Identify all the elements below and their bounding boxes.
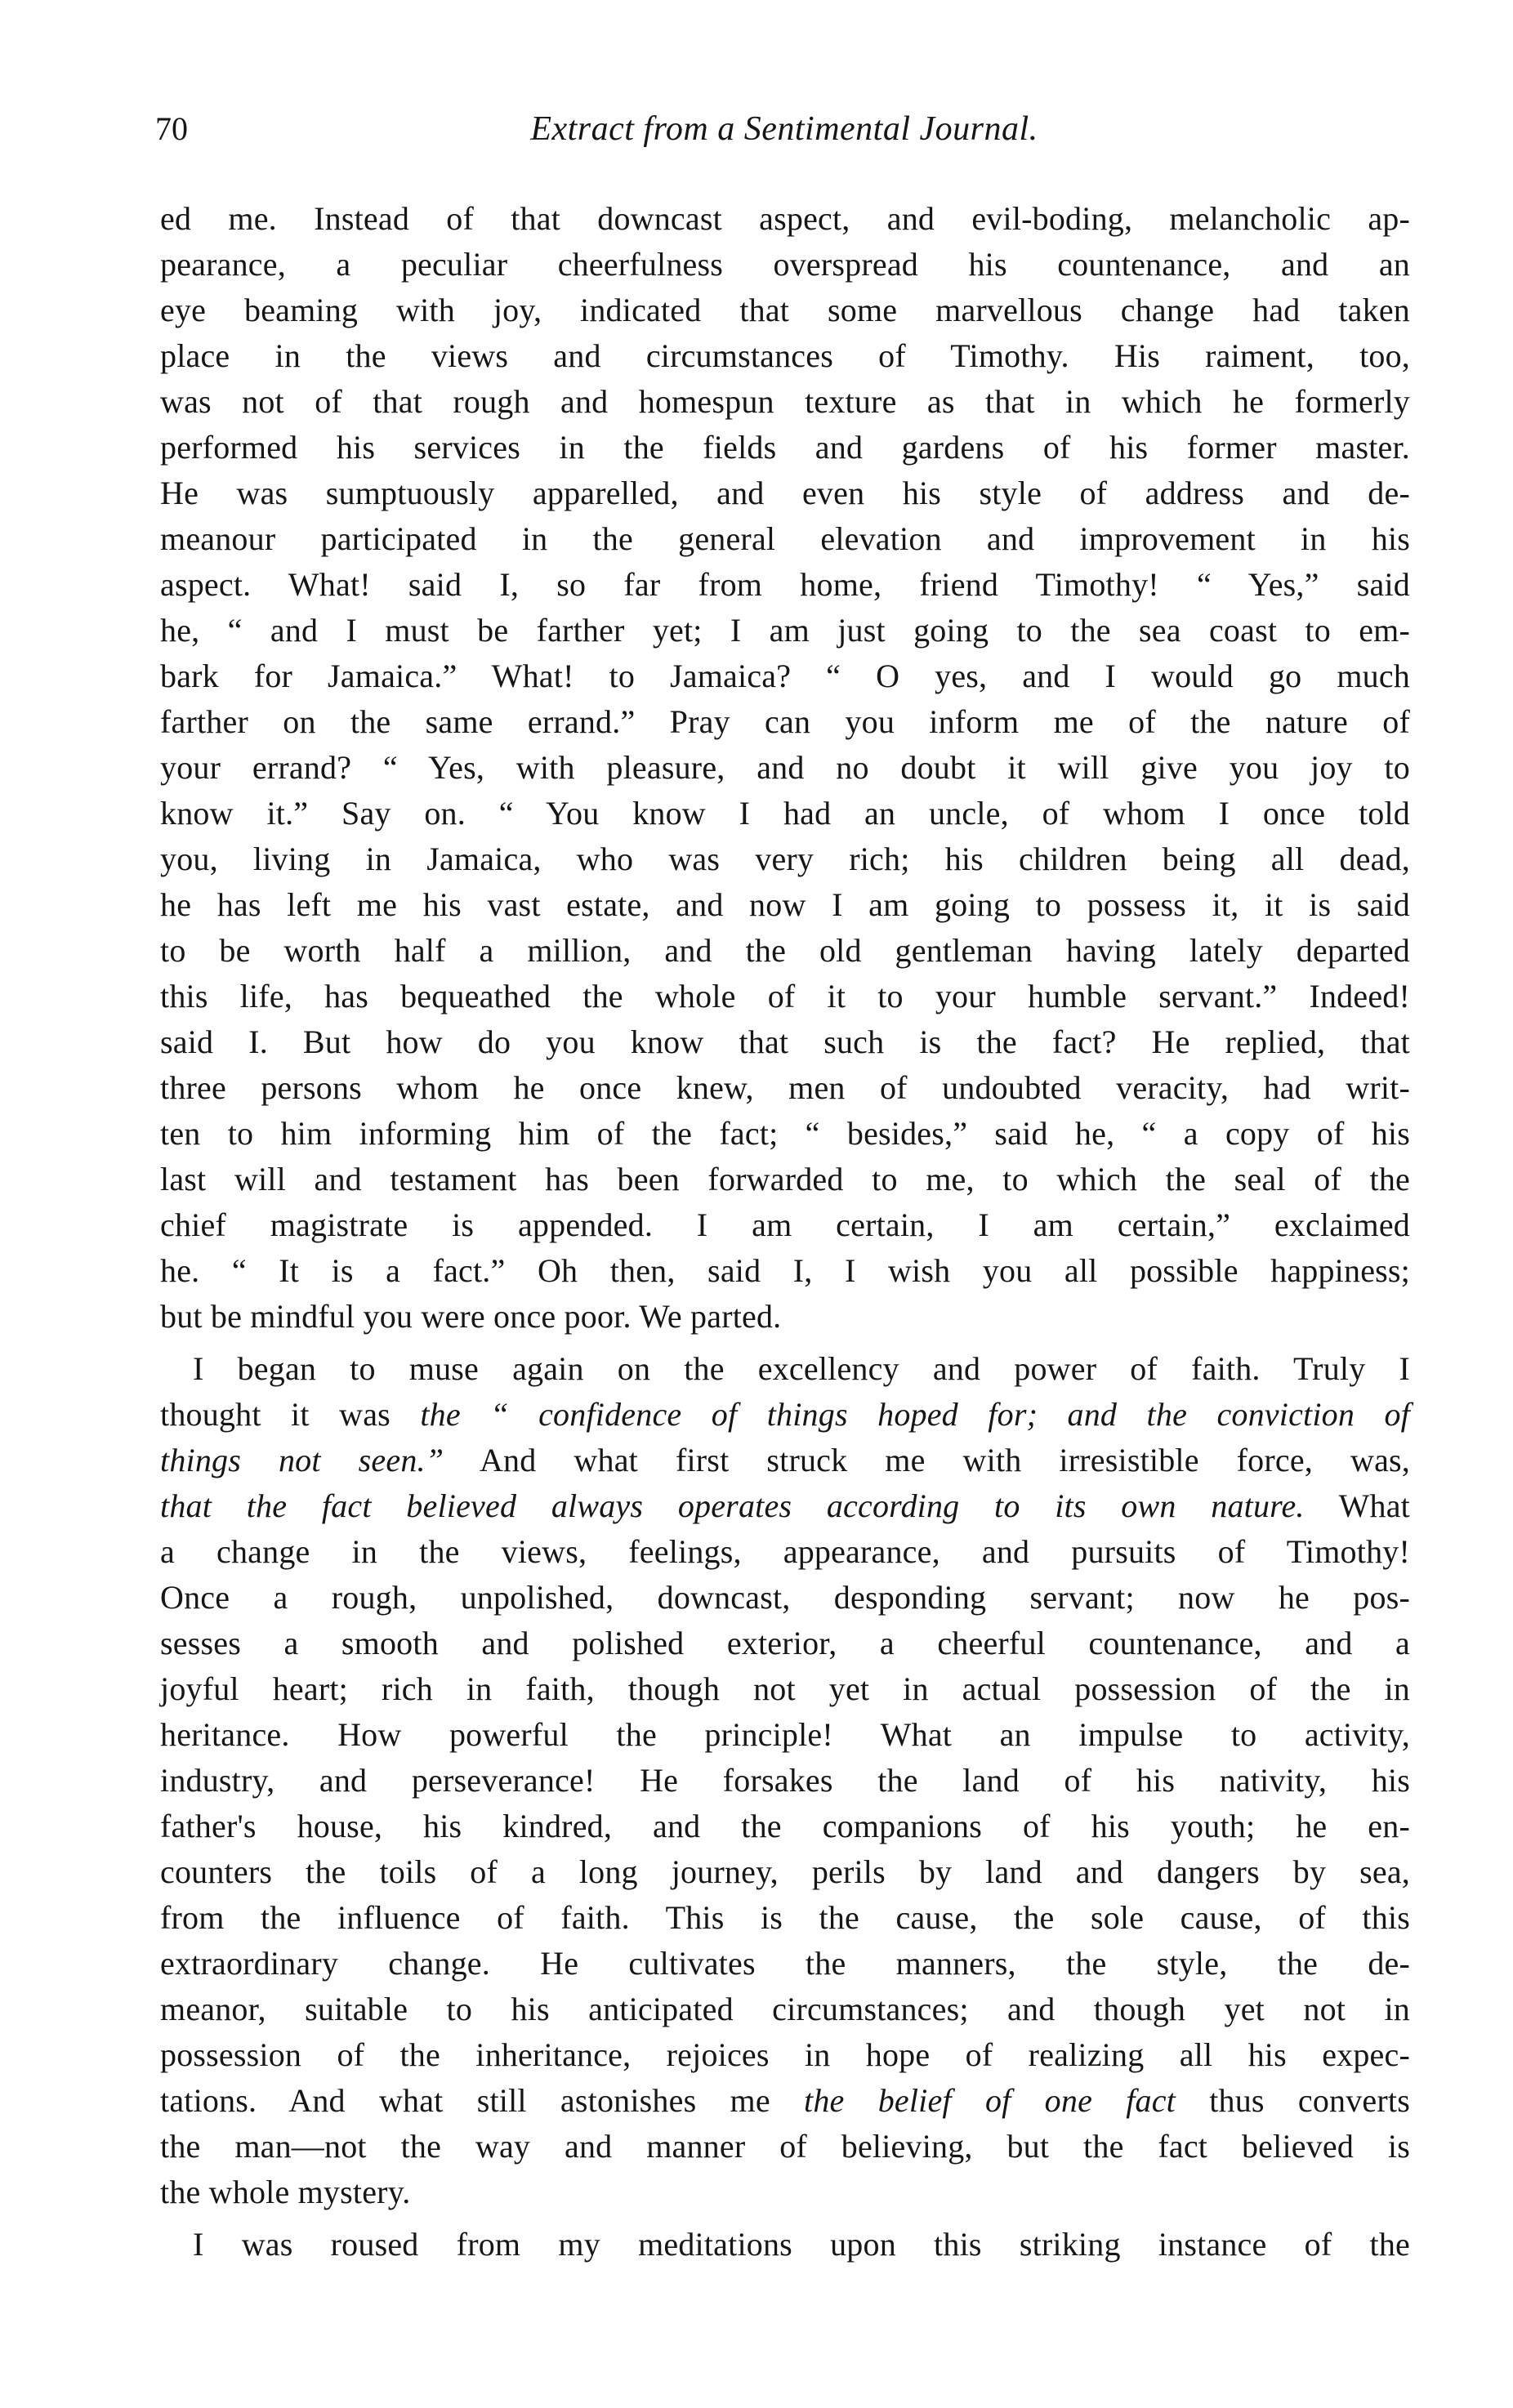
text-line: I was roused from my meditations upon this striking instance of the (193, 2226, 1410, 2263)
body-text (160, 196, 1410, 2268)
text-line: sesses a smooth and polished exterior, a cheerful countenance, and a (160, 1625, 1410, 1661)
text-line: know it.” Say on. “ You know I had an uncle, of whom I once told (160, 795, 1410, 832)
text-line: a change in the views, feelings, appearance, and pursuits of Timothy! (160, 1533, 1410, 1570)
text-line: last will and testament has been forwarded to me, to which the seal of the (160, 1161, 1410, 1197)
italic-quote: things not seen.” (160, 1442, 444, 1478)
text-line: ed me. Instead of that downcast aspect, and evil-boding, melancholic ap- (160, 200, 1410, 237)
text-line (160, 1392, 1410, 1438)
text-line (160, 2078, 1410, 2124)
text-line (160, 1483, 1410, 1529)
text-line: the whole mystery. (160, 2174, 411, 2210)
text-line: father's house, his kindred, and the companions of his youth; he en- (160, 1808, 1410, 1844)
text-line: heritance. How powerful the principle! What an impulse to activity, (160, 1716, 1410, 1753)
page-number: 70 (155, 110, 188, 147)
text-line: chief magistrate is appended. I am certain, I am certain,” exclaimed (160, 1206, 1410, 1243)
text-line: eye beaming with joy, indicated that some marvellous change had taken (160, 292, 1410, 328)
page-header (155, 105, 1413, 154)
text-line: extraordinary change. He cultivates the manners, the style, the de- (160, 1945, 1410, 1982)
running-title: Extract from a Sentimental Journal. (530, 110, 1038, 148)
text-run: thought it was (160, 1396, 421, 1433)
text-line: your errand? “ Yes, with pleasure, and no doubt it will give you joy to (160, 749, 1410, 786)
text-line: bark for Jamaica.” What! to Jamaica? “ O yes, and I would go much (160, 658, 1410, 694)
text-line: said I. But how do you know that such is the fact? He replied, that (160, 1023, 1410, 1060)
italic-quote: the “ confidence of things hoped for; and the conviction of (420, 1396, 1410, 1433)
text-line: but be mindful you were once poor. We parted. (160, 1298, 782, 1335)
text-run: thus converts (1176, 2082, 1410, 2119)
text-line: you, living in Jamaica, who was very rich; his children being all dead, (160, 841, 1410, 877)
text-line: he has left me his vast estate, and now I am going to possess it, it is said (160, 886, 1410, 923)
text-line: this life, has bequeathed the whole of it to your humble servant.” Indeed! (160, 978, 1410, 1014)
text-line: from the influence of faith. This is the cause, the sole cause, of this (160, 1899, 1410, 1936)
text-line: pearance, a peculiar cheerfulness overspread his countenance, and an (160, 246, 1410, 283)
text-run: What (1304, 1487, 1410, 1524)
text-run: tations. And what still astonishes me (160, 2082, 805, 2119)
text-line: ten to him informing him of the fact; “ besides,” said he, “ a copy of his (160, 1115, 1410, 1152)
italic-phrase: the belief of one fact (804, 2082, 1176, 2119)
italic-phrase: that the fact believed always operates according to its own nature. (160, 1487, 1305, 1524)
text-line: meanour participated in the general elevation and improvement in his (160, 520, 1410, 557)
text-line: Once a rough, unpolished, downcast, desponding servant; now he pos- (160, 1579, 1410, 1616)
text-line: three persons whom he once knew, men of undoubted veracity, had writ- (160, 1069, 1410, 1106)
text-line: meanor, suitable to his anticipated circumstances; and though yet not in (160, 1991, 1410, 2027)
text-line: was not of that rough and homespun texture as that in which he formerly (160, 383, 1410, 420)
text-line: I began to muse again on the excellency and power of faith. Truly I (193, 1350, 1410, 1387)
text-line (160, 1438, 1410, 1483)
text-line: to be worth half a million, and the old gentleman having lately departed (160, 932, 1410, 969)
text-line: joyful heart; rich in faith, though not yet in actual possession of the in (160, 1670, 1410, 1707)
text-line: counters the toils of a long journey, perils by land and dangers by sea, (160, 1853, 1410, 1890)
text-run: And what first struck me with irresistible force, was, (444, 1442, 1410, 1478)
text-line: industry, and perseverance! He forsakes the land of his nativity, his (160, 1762, 1410, 1799)
text-line: possession of the inheritance, rejoices in hope of realizing all his expec- (160, 2036, 1410, 2073)
text-line: the man—not the way and manner of believing, but the fact believed is (160, 2128, 1410, 2165)
text-line: aspect. What! said I, so far from home, friend Timothy! “ Yes,” said (160, 566, 1410, 603)
text-line: he. “ It is a fact.” Oh then, said I, I wish you all possible happiness; (160, 1252, 1410, 1289)
text-line: place in the views and circumstances of Timothy. His raiment, too, (160, 337, 1410, 374)
text-line: farther on the same errand.” Pray can you inform me of the nature of (160, 703, 1410, 740)
text-line: performed his services in the fields and gardens of his former master. (160, 429, 1410, 466)
text-line: He was sumptuously apparelled, and even his style of address and de- (160, 475, 1410, 511)
text-line: he, “ and I must be farther yet; I am just going to the sea coast to em- (160, 612, 1410, 649)
